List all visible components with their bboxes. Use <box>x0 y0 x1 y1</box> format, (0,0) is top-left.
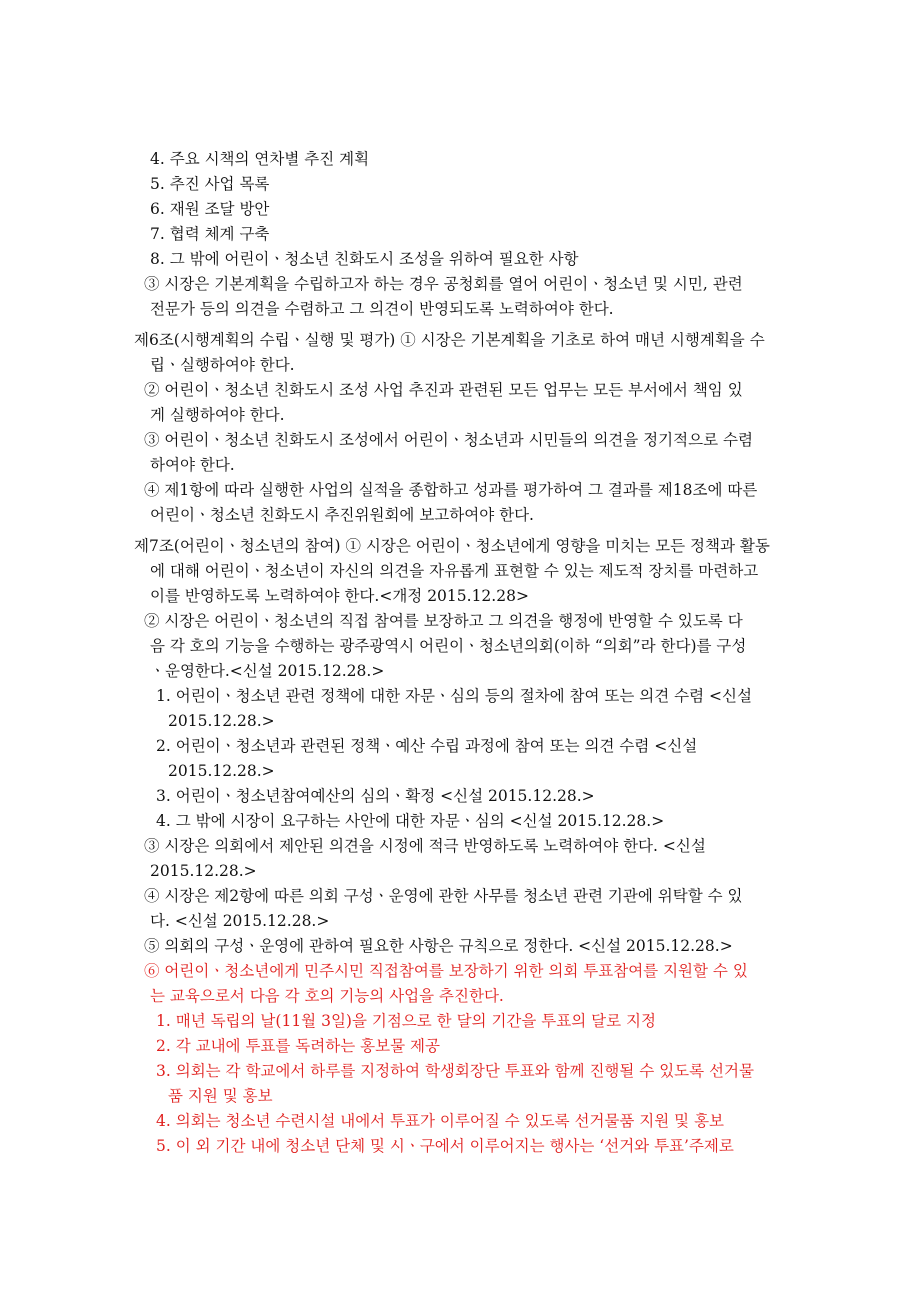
item-7-cooperation: 7. 협력 체계 구축 <box>150 225 270 243</box>
article-6-para-2-line-1: ② 어린이ㆍ청소년 친화도시 조성 사업 추진과 관련된 모든 업무는 모든 부서에서 책임 있 <box>144 381 743 399</box>
article-7-heading: 제7조(어린이ㆍ청소년의 참여) ① 시장은 어린이ㆍ청소년에게 영향을 미치는 모든 정책과 활동 <box>134 537 770 555</box>
para-6-item-3-line-2: 품 지원 및 홍보 <box>168 1087 273 1105</box>
article-7-item-2-line-2: 2015.12.28.> <box>168 762 275 780</box>
article-7-item-4: 4. 그 밖에 시장이 요구하는 사안에 대한 자문ㆍ심의 <신설 2015.12.28.> <box>156 812 665 830</box>
article-7-para-3-line-1: ③ 시장은 의회에서 제안된 의견을 시정에 적극 반영하도록 노력하여야 한다. <신설 <box>144 837 706 855</box>
article-6-para-3-line-1: ③ 어린이ㆍ청소년 친화도시 조성에서 어린이ㆍ청소년과 시민들의 의견을 정기적으로 수렴 <box>144 431 753 449</box>
article-7-line-3: 이를 반영하도록 노력하여야 한다.<개정 2015.12.28> <box>150 587 529 605</box>
article-7-para-6-line-2: 는 교육으로서 다음 각 호의 기능의 사업을 추진한다. <box>150 987 504 1005</box>
article-6-para-4-line-1: ④ 제1항에 따라 실행한 사업의 실적을 종합하고 성과를 평가하여 그 결과를 제18조에 따른 <box>144 481 758 499</box>
article-7-item-3: 3. 어린이ㆍ청소년참여예산의 심의ㆍ확정 <신설 2015.12.28.> <box>156 787 595 805</box>
article-7-para-2-line-2: 음 각 호의 기능을 수행하는 광주광역시 어린이ㆍ청소년의회(이하 “의회”라 한다)를 구성 <box>150 637 747 655</box>
article-6-line-2: 립ㆍ실행하여야 한다. <box>150 356 295 374</box>
article-7-para-6-line-1: ⑥ 어린이ㆍ청소년에게 민주시민 직접참여를 보장하기 위한 의회 투표참여를 지원할 수 있 <box>144 962 748 980</box>
para-6-item-4: 4. 의회는 청소년 수련시설 내에서 투표가 이루어질 수 있도록 선거물품 지원 및 홍보 <box>156 1112 725 1130</box>
para-6-item-3-line-1: 3. 의회는 각 학교에서 하루를 지정하여 학생회장단 투표와 함께 진행될 수 있도록 선거물 <box>156 1062 754 1080</box>
article-7-item-2-line-1: 2. 어린이ㆍ청소년과 관련된 정책ㆍ예산 수립 과정에 참여 또는 의견 수렴 <신설 <box>156 737 698 755</box>
article-6-heading: 제6조(시행계획의 수립ㆍ실행 및 평가) ① 시장은 기본계획을 기초로 하여 매년 시행계획을 수 <box>134 331 765 349</box>
article-6-para-2-line-2: 게 실행하여야 한다. <box>150 406 285 424</box>
article-6-para-4-line-2: 어린이ㆍ청소년 친화도시 추진위원회에 보고하여야 한다. <box>150 506 534 524</box>
article-7-item-1-line-2: 2015.12.28.> <box>168 712 275 730</box>
item-6-funding: 6. 재원 조달 방안 <box>150 200 270 218</box>
article-7-line-2: 에 대해 어린이ㆍ청소년이 자신의 의견을 자유롭게 표현할 수 있는 제도적 장치를 마련하고 <box>150 562 759 580</box>
paragraph-3-line-2: 전문가 등의 의견을 수렴하고 그 의견이 반영되도록 노력하여야 한다. <box>150 300 614 318</box>
article-7-para-3-line-2: 2015.12.28.> <box>150 862 257 880</box>
article-7-para-4-line-1: ④ 시장은 제2항에 따른 의회 구성ㆍ운영에 관한 사무를 청소년 관련 기관에 위탁할 수 있 <box>144 887 743 905</box>
item-5-project-list: 5. 추진 사업 목록 <box>150 175 270 193</box>
para-6-item-1: 1. 매년 독립의 날(11월 3일)을 기점으로 한 달의 기간을 투표의 달로 지정 <box>156 1012 656 1030</box>
para-6-item-5: 5. 이 외 기간 내에 청소년 단체 및 시ㆍ구에서 이루어지는 행사는 ‘선거와 투표’주제로 <box>156 1137 734 1155</box>
article-7-para-2-line-1: ② 시장은 어린이ㆍ청소년의 직접 참여를 보장하고 그 의견을 행정에 반영할 수 있도록 다 <box>144 612 743 630</box>
item-4-yearly-plan: 4. 주요 시책의 연차별 추진 계획 <box>150 150 370 168</box>
article-7-para-5: ⑤ 의회의 구성ㆍ운영에 관하여 필요한 사항은 규칙으로 정한다. <신설 2015.12.28.> <box>144 937 733 955</box>
article-7-para-4-line-2: 다. <신설 2015.12.28.> <box>150 912 330 930</box>
article-7-item-1-line-1: 1. 어린이ㆍ청소년 관련 정책에 대한 자문ㆍ심의 등의 절차에 참여 또는 의견 수렴 <신설 <box>156 687 752 705</box>
paragraph-3-line-1: ③ 시장은 기본계획을 수립하고자 하는 경우 공청회를 열어 어린이ㆍ청소년 및 시민, 관련 <box>144 275 743 293</box>
article-7-para-2-line-3: ㆍ운영한다.<신설 2015.12.28.> <box>150 662 385 680</box>
item-8-other-matters: 8. 그 밖에 어린이ㆍ청소년 친화도시 조성을 위하여 필요한 사항 <box>150 250 579 268</box>
para-6-item-2: 2. 각 교내에 투표를 독려하는 홍보물 제공 <box>156 1037 440 1055</box>
article-6-para-3-line-2: 하여야 한다. <box>150 456 235 474</box>
